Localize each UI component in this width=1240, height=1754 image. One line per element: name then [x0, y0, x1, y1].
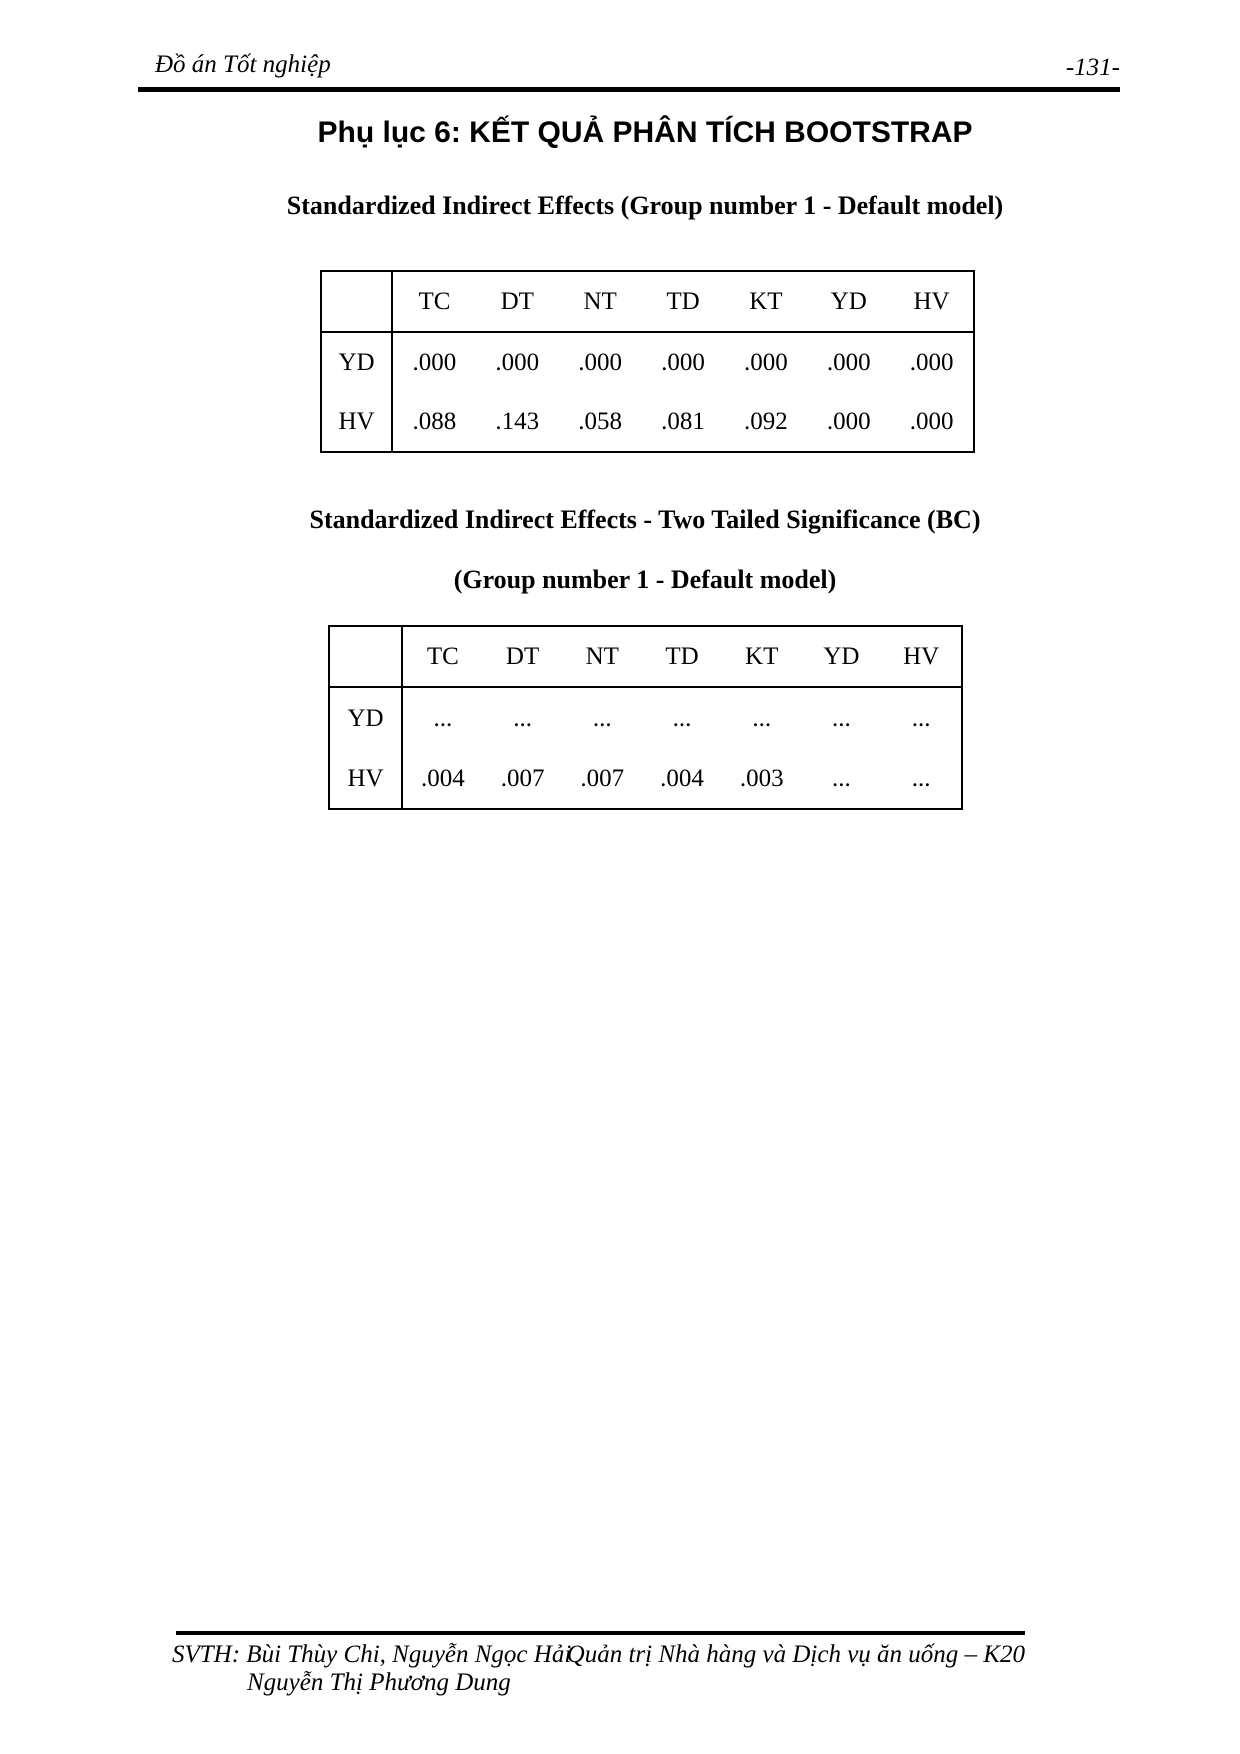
table2-value: ... — [513, 704, 532, 732]
footer-authors-line2: Nguyễn Thị Phương Dung — [247, 1669, 511, 1696]
table1-value: .000 — [578, 348, 622, 376]
table2-value: ... — [752, 704, 772, 732]
table1-value: .088 — [412, 407, 457, 435]
table2-value: .003 — [739, 764, 784, 792]
table2-value: ... — [911, 704, 931, 732]
table1-row-label: HV — [322, 392, 393, 451]
table1-row-label: YD — [322, 333, 393, 392]
table1-value: .081 — [661, 407, 705, 435]
table1-value: .143 — [495, 407, 540, 435]
table1-col-header: HV — [890, 272, 973, 333]
table2-value: ... — [433, 704, 453, 732]
table2-col-header: NT — [562, 627, 642, 688]
table1-corner-cell — [322, 272, 393, 333]
table2-col-header: DT — [483, 627, 563, 688]
section2-heading-line1: Standardized Indirect Effects - Two Tailed Significance (BC) — [309, 505, 981, 534]
table2-value: .007 — [500, 764, 545, 792]
table2-col-header: KT — [722, 627, 802, 688]
table2-value: ... — [672, 704, 692, 732]
table1-value: .000 — [743, 348, 788, 376]
footer-rule — [176, 1631, 1025, 1635]
table1-col-header: NT — [559, 272, 642, 333]
table1-col-header: TC — [393, 272, 476, 333]
page-title: Phụ lục 6: KẾT QUẢ PHÂN TÍCH BOOTSTRAP — [317, 116, 973, 149]
table2-row-label: YD — [330, 688, 403, 749]
table2-value: ... — [911, 764, 931, 792]
table1-value: .000 — [661, 348, 705, 376]
two-tailed-significance-table — [328, 625, 963, 810]
table1-value: .000 — [826, 348, 871, 376]
header-rule — [138, 87, 1120, 92]
table2-col-header: TD — [642, 627, 722, 688]
table1-value: .000 — [412, 348, 457, 376]
table2-value: .007 — [580, 764, 625, 792]
table2-col-header: YD — [802, 627, 882, 688]
table2-value: ... — [832, 764, 851, 792]
table1-col-header: TD — [642, 272, 725, 333]
table1-value: .000 — [495, 348, 540, 376]
standardized-indirect-effects-table — [320, 270, 975, 453]
table1-col-header: KT — [724, 272, 807, 333]
table1-value: .000 — [909, 348, 954, 376]
header-page-number: -131- — [1065, 54, 1120, 81]
table2-value: .004 — [660, 764, 704, 792]
table1-col-header: YD — [807, 272, 890, 333]
section2-heading-line2: (Group number 1 - Default model) — [453, 565, 837, 594]
table1-value: .000 — [826, 407, 871, 435]
section1-heading: Standardized Indirect Effects (Group number 1 - Default model) — [286, 191, 1004, 220]
table2-value: ... — [832, 704, 851, 732]
table2-col-header: HV — [881, 627, 961, 688]
table1-col-header: DT — [476, 272, 559, 333]
table2-corner-cell — [330, 627, 403, 688]
table2-value: ... — [592, 704, 612, 732]
footer-authors-line1: SVTH: Bùi Thùy Chi, Nguyễn Ngọc Hải — [172, 1641, 572, 1668]
table1-value: .058 — [578, 407, 622, 435]
table1-value: .000 — [909, 407, 954, 435]
table1-value: .092 — [743, 407, 788, 435]
table2-row-label: HV — [330, 749, 403, 808]
footer-program-name: Quản trị Nhà hàng và Dịch vụ ăn uống – K20 — [566, 1641, 1025, 1668]
header-running-title: Đồ án Tốt nghiệp — [155, 51, 331, 78]
table2-col-header: TC — [403, 627, 483, 688]
table2-value: .004 — [420, 764, 465, 792]
